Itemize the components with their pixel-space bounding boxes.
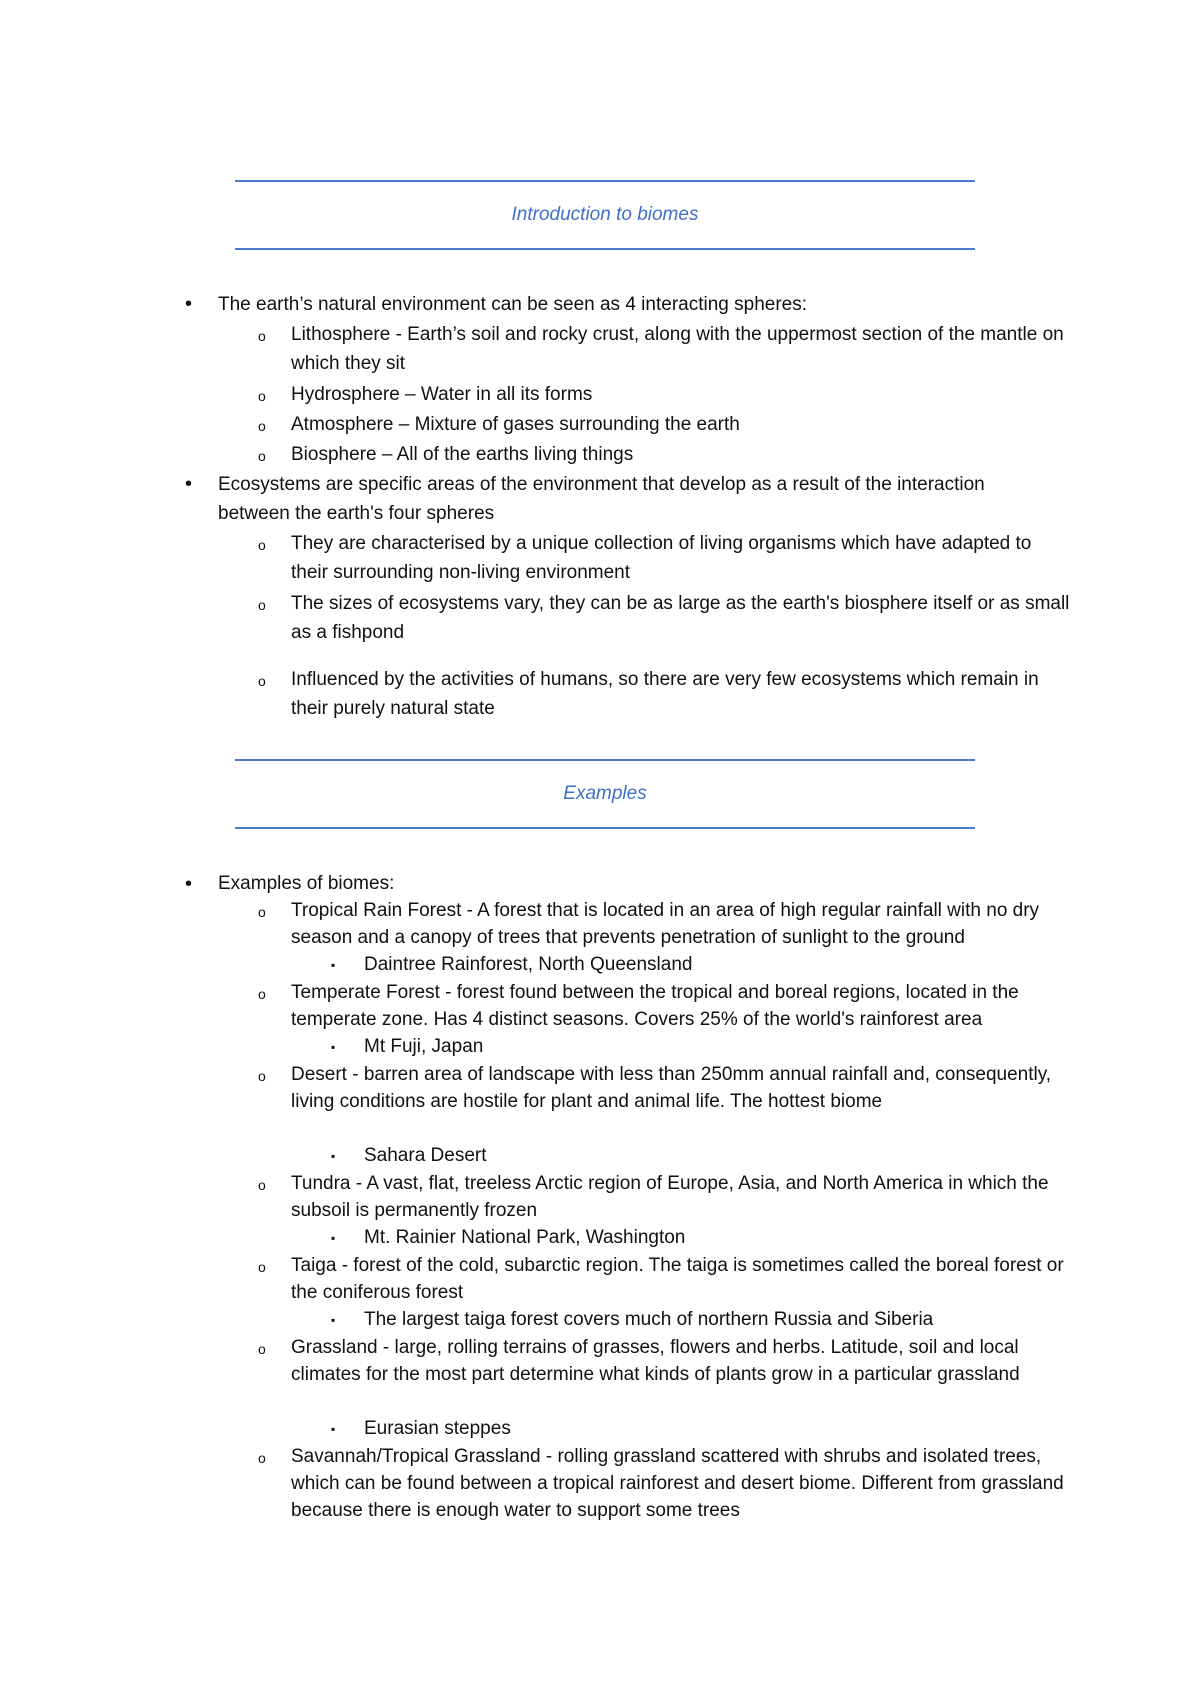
list-item: Ecosystems are specific areas of the environment that develop as a result of the interaction between the earth's four spheres (218, 474, 985, 524)
bullet-icon: ▪ (331, 1231, 336, 1245)
biome-item: Tropical Rain Forest - A forest that is located in an area of high regular rainfall with no dry season and a canopy of trees that prevents penetration of sunlight to the ground (291, 900, 1040, 948)
section-heading-examples (235, 759, 975, 829)
biome-item: Desert - barren area of landscape with less than 250mm annual rainfall and, consequently, living conditions are hostile for plant and animal life. The hottest biome (291, 1064, 1052, 1112)
bullet-icon: ▪ (331, 1313, 336, 1327)
bullet-icon: o (258, 388, 266, 404)
biome-example: Mt Fuji, Japan (364, 1036, 484, 1057)
biome-item: Tundra - A vast, flat, treeless Arctic region of Europe, Asia, and North America in which the subsoil is permanently frozen (291, 1173, 1049, 1221)
bullet-icon: o (258, 986, 266, 1002)
bullet-icon: ▪ (331, 1040, 336, 1054)
list-item: Hydrosphere – Water in all its forms (291, 384, 593, 405)
bullet-icon: o (258, 1068, 266, 1084)
list-item: Biosphere – All of the earths living things (291, 444, 634, 465)
list-item: Examples of biomes: (218, 873, 395, 894)
biome-example: Mt. Rainier National Park, Washington (364, 1227, 686, 1248)
list-item: Influenced by the activities of humans, so there are very few ecosystems which remain in their purely natural state (291, 669, 1039, 719)
biome-item: Grassland - large, rolling terrains of grasses, flowers and herbs. Latitude, soil and local climates for the most part determine what kinds of plants grow in a particular grassland (291, 1337, 1020, 1385)
bullet-icon: o (258, 1177, 266, 1193)
bullet-icon: o (258, 673, 266, 689)
list-item: The sizes of ecosystems vary, they can be as large as the earth's biosphere itself or as small as a fishpond (291, 593, 1070, 643)
section-title: Examples (563, 783, 647, 804)
biome-example: Sahara Desert (364, 1145, 487, 1166)
section-heading-intro (235, 180, 975, 250)
bullet-icon: • (185, 473, 193, 495)
list-item: They are characterised by a unique collection of living organisms which have adapted to their surrounding non-living environment (291, 533, 1032, 583)
biome-item: Temperate Forest - forest found between the tropical and boreal regions, located in the temperate zone. Has 4 distinct seasons. Covers 25% of the world's rainforest area (291, 982, 1019, 1030)
biome-example: Daintree Rainforest, North Queensland (364, 954, 693, 975)
list-item: Lithosphere - Earth’s soil and rocky crust, along with the uppermost section of the mantle on which they sit (291, 324, 1064, 374)
bullet-icon: o (258, 904, 266, 920)
bullet-icon: o (258, 1450, 266, 1466)
bullet-icon: o (258, 328, 266, 344)
list-item: Atmosphere – Mixture of gases surrounding the earth (291, 414, 740, 435)
biome-example: The largest taiga forest covers much of northern Russia and Siberia (364, 1309, 934, 1330)
bullet-icon: o (258, 448, 266, 464)
list-item: The earth’s natural environment can be seen as 4 interacting spheres: (218, 294, 807, 315)
bullet-icon: o (258, 1341, 266, 1357)
bullet-icon: ▪ (331, 1422, 336, 1436)
bullet-icon: • (185, 873, 193, 895)
biome-example: Eurasian steppes (364, 1418, 511, 1439)
bullet-icon: o (258, 1259, 266, 1275)
bullet-icon: o (258, 537, 266, 553)
bullet-icon: • (185, 293, 193, 315)
bullet-icon: o (258, 597, 266, 613)
bullet-icon: ▪ (331, 1149, 336, 1163)
biome-item: Savannah/Tropical Grassland - rolling grassland scattered with shrubs and isolated trees, which can be found between a tropical rainforest and desert biome. Different from grassland because there is enough water to support some trees (291, 1446, 1064, 1521)
section-title: Introduction to biomes (511, 204, 699, 225)
bullet-icon: ▪ (331, 958, 336, 972)
biome-item: Taiga - forest of the cold, subarctic region. The taiga is sometimes called the boreal forest or the coniferous forest (291, 1255, 1064, 1303)
bullet-icon: o (258, 418, 266, 434)
